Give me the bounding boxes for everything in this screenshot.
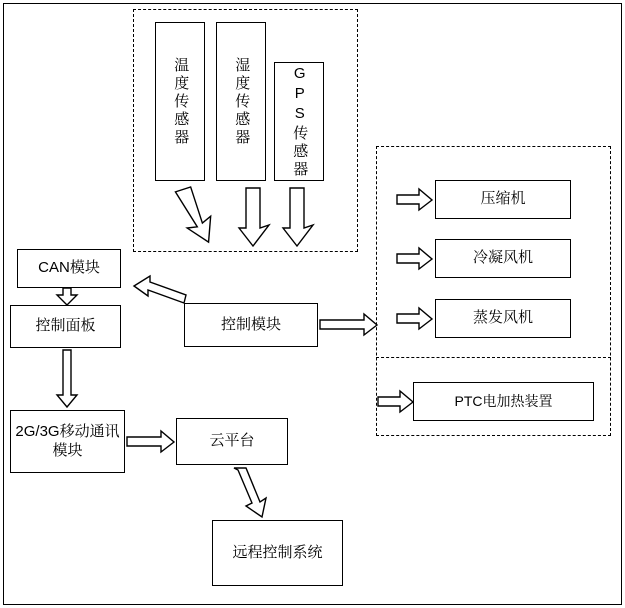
humidity-sensor-box bbox=[216, 22, 266, 181]
ptc-heater-box bbox=[413, 382, 594, 421]
control-module-label: 控制模块 bbox=[220, 315, 281, 333]
arrow-control-to-actuators bbox=[320, 314, 378, 336]
arrow-can-to-panel bbox=[55, 288, 79, 306]
cloud-platform-box bbox=[176, 418, 288, 465]
arrow-to-compressor bbox=[397, 189, 433, 211]
gps-sensor-box bbox=[274, 62, 324, 181]
control-module-box bbox=[184, 303, 318, 347]
compressor-label: 压缩机 bbox=[480, 190, 526, 208]
evaporator-fan-label: 蒸发风机 bbox=[472, 309, 533, 327]
remote-control-system-box bbox=[212, 520, 343, 586]
mobile-module-box bbox=[10, 410, 125, 473]
compressor-box bbox=[435, 180, 571, 219]
condenser-fan-box bbox=[435, 239, 571, 278]
arrow-cloud-to-remote bbox=[232, 468, 278, 518]
evaporator-fan-box bbox=[435, 299, 571, 338]
arrow-to-condenser-fan bbox=[397, 248, 433, 270]
arrow-to-evaporator-fan bbox=[397, 308, 433, 330]
arrow-gps-to-control bbox=[280, 188, 324, 250]
ptc-heater-label: PTC电加热装置 bbox=[454, 392, 553, 409]
arrow-temp-to-control bbox=[178, 188, 234, 250]
gps-sensor-label: GPS传感器 bbox=[291, 64, 309, 179]
arrow-panel-to-mobile bbox=[55, 350, 79, 408]
arrow-to-ptc-heater bbox=[378, 391, 414, 413]
can-module-label: CAN模块 bbox=[38, 259, 100, 277]
control-panel-label: 控制面板 bbox=[35, 317, 96, 335]
temp-sensor-box bbox=[155, 22, 205, 181]
remote-control-system-label: 远程控制系统 bbox=[232, 543, 323, 561]
arrow-humidity-to-control bbox=[240, 188, 280, 250]
control-panel-box bbox=[10, 305, 121, 348]
temp-sensor-label: 温度传感器 bbox=[172, 56, 190, 147]
cloud-platform-label: 云平台 bbox=[209, 432, 255, 450]
can-module-box bbox=[17, 249, 121, 288]
condenser-fan-label: 冷凝风机 bbox=[472, 249, 533, 267]
actuator-group-divider bbox=[376, 357, 611, 358]
humidity-sensor-label: 湿度传感器 bbox=[233, 56, 251, 147]
mobile-module-label: 2G/3G移动通讯模块 bbox=[15, 422, 120, 459]
arrow-control-to-can bbox=[134, 273, 192, 307]
arrow-mobile-to-cloud bbox=[127, 431, 175, 453]
